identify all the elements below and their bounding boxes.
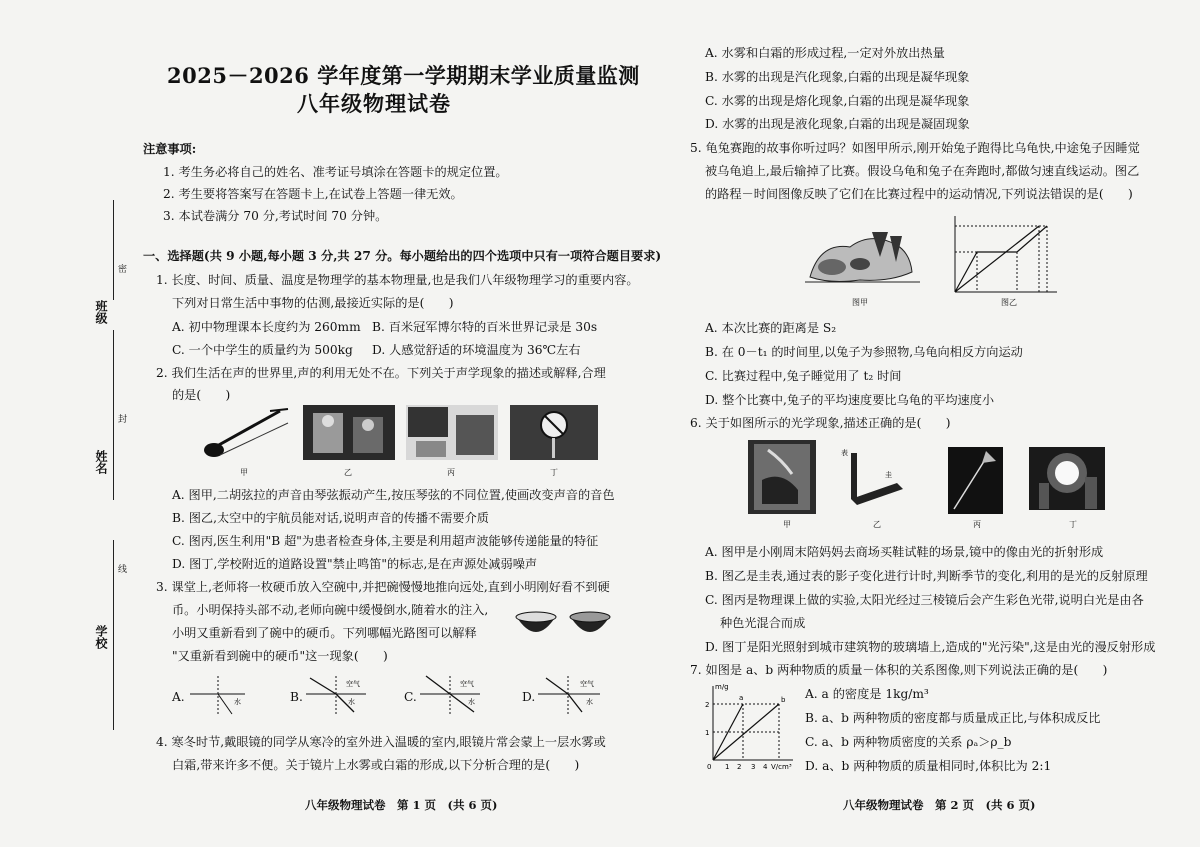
option-d[interactable]: D. 水雾的出现是液化现象,白霜的出现是凝固现象 — [705, 117, 970, 131]
svg-text:3: 3 — [751, 763, 756, 770]
ultrasound-photo — [406, 405, 498, 460]
option-d[interactable]: D. 整个比赛中,兔子的平均速度要比乌龟的平均速度小 — [705, 393, 995, 407]
svg-text:4: 4 — [763, 763, 768, 770]
light-path-a — [190, 672, 245, 720]
distance-time-graph — [947, 212, 1062, 300]
option-d[interactable]: D. 图丁是阳光照射到城市建筑物的玻璃墙上,造成的"光污染",这是由光的漫反射形成 — [705, 640, 1156, 654]
light-pollution-photo — [1029, 447, 1105, 510]
question-stem: 的是( ) — [172, 388, 231, 402]
option-c[interactable]: C. — [404, 690, 417, 704]
question-stem: 下列对日常生活中事物的估测,最接近实际的是( ) — [172, 296, 454, 310]
medium-label: 空气 — [346, 680, 360, 688]
seal-mark: 封 — [118, 415, 128, 425]
figure-label: 甲 — [783, 520, 791, 529]
x-axis-unit: V/cm³ — [771, 763, 792, 770]
question-stem: 3. 课堂上,老师将一枚硬币放入空碗中,并把碗慢慢地推向远处,直到小明刚好看不到硬 — [156, 580, 610, 594]
figure-label: 甲 — [240, 468, 248, 477]
svg-text:圭: 圭 — [885, 471, 892, 479]
option-b[interactable]: B. 在 0－t₁ 的时间里,以兔子为参照物,乌龟向相反方向运动 — [705, 345, 1023, 359]
tortoise-hare-figure — [800, 222, 925, 294]
figure-label: 图甲 — [852, 298, 868, 307]
medium-label: 水 — [234, 698, 241, 706]
option-c[interactable]: C. 一个中学生的质量约为 500kg — [172, 343, 353, 357]
seal-mark: 线 — [118, 565, 128, 575]
exam-page-2 — [655, 0, 1195, 847]
option-c[interactable]: C. 图丙,医生利用"B 超"为患者检查身体,主要是利用超声波能够传递能量的特征 — [172, 534, 599, 548]
question-stem: 2. 我们生活在声的世界里,声的利用无处不在。下列关于声学现象的描述或解释,合理 — [156, 366, 606, 380]
page-footer: 八年级物理试卷 第 2 页 (共 6 页) — [843, 798, 1036, 812]
option-b[interactable]: B. a、b 两种物质的密度都与质量成正比,与体积成反比 — [805, 711, 1101, 725]
option-c[interactable]: C. a、b 两种物质密度的关系 ρₐ＞ρ_b — [805, 735, 1012, 749]
question-stem: 6. 关于如图所示的光学现象,描述正确的是( ) — [690, 416, 951, 430]
question-stem: 白霜,带来许多不便。关于镜片上水雾或白霜的形成,以下分析合理的是( ) — [172, 758, 580, 772]
option-c[interactable]: C. 图丙是物理课上做的实验,太阳光经过三棱镜后会产生彩色光带,说明白光是由各 — [705, 593, 1144, 607]
light-path-d — [538, 672, 600, 720]
light-path-c — [420, 672, 480, 720]
exam-subtitle: 八年级物理试卷 — [297, 91, 451, 116]
medium-label: 水 — [348, 698, 355, 706]
svg-text:2: 2 — [737, 763, 742, 770]
svg-text:1: 1 — [705, 729, 710, 737]
figure-label: 丁 — [1069, 520, 1077, 529]
question-stem: "又重新看到碗中的硬币"这一现象( ) — [172, 649, 388, 663]
figure-label: 丙 — [447, 468, 455, 477]
figure-label: 丁 — [550, 468, 558, 477]
option-a[interactable]: A. 本次比赛的距离是 S₂ — [705, 321, 837, 335]
option-c[interactable]: C. 比赛过程中,兔子睡觉用了 t₂ 时间 — [705, 369, 902, 383]
exam-title: 2025－2026 学年度第一学期期末学业质量监测 — [167, 63, 640, 88]
option-a[interactable]: A. 初中物理课本长度约为 260mm — [172, 320, 361, 334]
option-b[interactable]: B. 图乙是圭表,通过表的影子变化进行计时,判断季节的变化,利用的是光的反射原理 — [705, 569, 1148, 583]
option-b[interactable]: B. 水雾的出现是汽化现象,白霜的出现是凝华现象 — [705, 70, 970, 84]
question-stem: 的路程－时间图像反映了它们在比赛过程中的运动情况,下列说法错误的是( ) — [705, 187, 1133, 201]
option-d[interactable]: D. — [522, 690, 536, 704]
option-a[interactable]: A. 水雾和白霜的形成过程,一定对外放出热量 — [705, 46, 945, 60]
option-d[interactable]: D. a、b 两种物质的质量相同时,体积比为 2:1 — [805, 759, 1052, 773]
svg-text:0: 0 — [707, 763, 712, 770]
medium-label: 水 — [586, 698, 593, 706]
notice-item: 1. 考生务必将自己的姓名、准考证号填涂在答题卡的规定位置。 — [163, 165, 508, 179]
light-path-b — [306, 672, 366, 720]
question-stem: 7. 如图是 a、b 两种物质的质量－体积的关系图像,则下列说法正确的是( ) — [690, 663, 1108, 677]
medium-label: 空气 — [460, 680, 474, 688]
question-stem: 4. 寒冬时节,戴眼镜的同学从寒冷的室外进入温暖的室内,眼镜片常会蒙上一层水雾或 — [156, 735, 606, 749]
gnomon-figure — [837, 443, 907, 513]
svg-text:2: 2 — [705, 701, 710, 709]
option-a[interactable]: A. — [172, 690, 185, 704]
option-c[interactable]: C. 水雾的出现是熔化现象,白霜的出现是凝华现象 — [705, 94, 970, 108]
option-c-continued: 种色光混合而成 — [720, 616, 806, 630]
option-b[interactable]: B. 百米冠军博尔特的百米世界记录是 30s — [372, 320, 598, 334]
question-stem: 小明又重新看到了碗中的硬币。下列哪幅光路图可以解释 — [172, 626, 477, 640]
svg-text:1: 1 — [725, 763, 730, 770]
erhu-figure — [200, 403, 295, 463]
option-a[interactable]: A. 图甲,二胡弦拉的声音由琴弦振动产生,按压琴弦的不同位置,使画改变声音的音色 — [172, 488, 615, 502]
seal-mark: 密 — [118, 265, 128, 275]
school-label: 学校 — [94, 625, 108, 649]
figure-label: 丙 — [973, 520, 981, 529]
option-d[interactable]: D. 图丁,学校附近的道路设置"禁止鸣笛"的标志,是在声源处减弱噪声 — [172, 557, 538, 571]
prism-photo — [948, 447, 1003, 514]
svg-text:表: 表 — [841, 449, 848, 457]
astronaut-photo — [303, 405, 395, 460]
notice-heading: 注意事项: — [143, 142, 197, 156]
notice-item: 3. 本试卷满分 70 分,考试时间 70 分钟。 — [163, 209, 388, 223]
notice-item: 2. 考生要将答案写在答题卡上,在试卷上答题一律无效。 — [163, 187, 463, 201]
option-d[interactable]: D. 人感觉舒适的环境温度为 36℃左右 — [372, 343, 581, 357]
name-label: 姓名 — [94, 450, 108, 474]
figure-label: 乙 — [344, 468, 352, 477]
question-stem: 5. 龟兔赛跑的故事你听过吗？如图甲所示,刚开始兔子跑得比乌龟快,中途兔子因睡觉 — [690, 141, 1140, 155]
mass-volume-graph — [703, 680, 799, 770]
question-stem: 被乌龟追上,最后输掉了比赛。假设乌龟和兔子在奔跑时,都做匀速直线运动。图乙 — [705, 164, 1140, 178]
medium-label: 空气 — [580, 680, 594, 688]
option-b[interactable]: B. 图乙,太空中的宇航员能对话,说明声音的传播不需要介质 — [172, 511, 489, 525]
figure-label: 图乙 — [1001, 298, 1017, 307]
y-axis-unit: m/g — [715, 683, 729, 691]
page-footer: 八年级物理试卷 第 1 页 (共 6 页) — [305, 798, 498, 812]
coin-bowl-figure — [514, 606, 614, 644]
mirror-shoe-photo — [748, 440, 816, 514]
question-stem: 1. 长度、时间、质量、温度是物理学的基本物理量,也是我们八年级物理学习的重要内容。 — [156, 273, 639, 287]
line-label-b: b — [781, 696, 786, 704]
option-a[interactable]: A. a 的密度是 1kg/m³ — [805, 687, 929, 701]
section-heading: 一、选择题(共 9 小题,每小题 3 分,共 27 分。每小题给出的四个选项中只有一项符合题目要求) — [143, 249, 662, 263]
option-b[interactable]: B. — [290, 690, 303, 704]
option-a[interactable]: A. 图甲是小刚周末陪妈妈去商场买鞋试鞋的场景,镜中的像由光的折射形成 — [705, 545, 1104, 559]
line-label-a: a — [739, 694, 744, 702]
no-horn-sign-photo — [510, 405, 598, 460]
question-stem: 币。小明保持头部不动,老师向碗中缓慢倒水,随着水的注入, — [172, 603, 489, 617]
figure-label: 乙 — [873, 520, 881, 529]
class-label: 班级 — [94, 300, 108, 324]
medium-label: 水 — [468, 698, 475, 706]
